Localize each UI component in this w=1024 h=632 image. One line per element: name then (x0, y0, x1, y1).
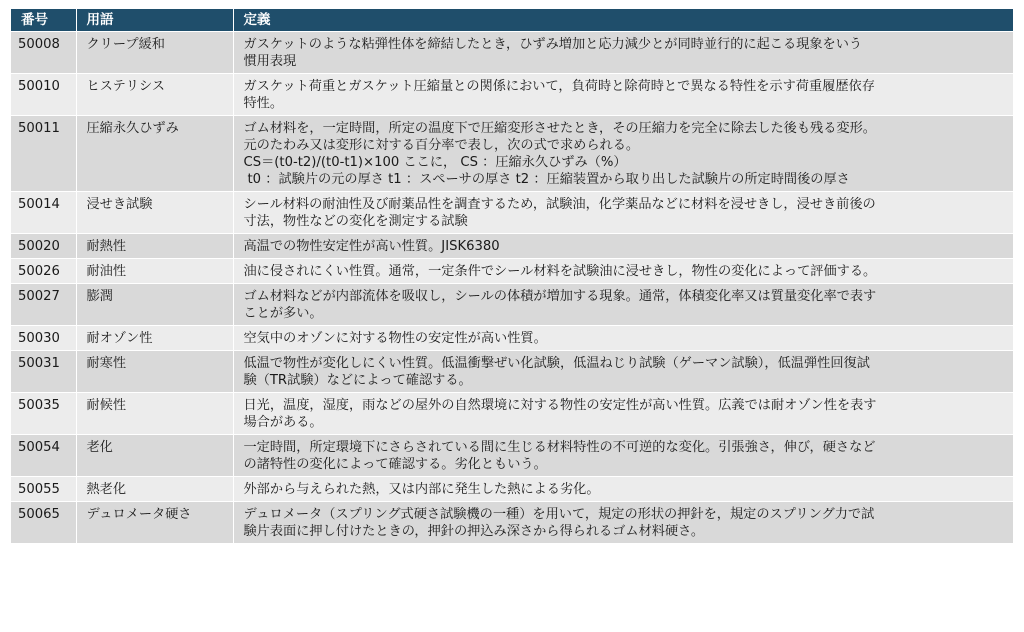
table-row (11, 502, 1013, 544)
definition-line: ガスケットのような粘弾性体を締結したとき，ひずみ増加と応力減少とが同時並行的に起こる現象をいう (243, 37, 863, 52)
table-row (11, 477, 1013, 502)
table-row (11, 284, 1013, 326)
term-definition (233, 326, 1013, 351)
term-name: 耐熱性 (76, 234, 233, 259)
term-name: 耐油性 (76, 259, 233, 284)
definition-line: 日光，温度，湿度，雨などの屋外の自然環境に対する物性の安定性が高い性質。広義では耐オゾン性を表す (243, 398, 877, 413)
definition-line: ゴム材料などが内部流体を吸収し，シールの体積が増加する現象。通常，体積変化率又は質量変化率で表す (243, 289, 877, 304)
term-name: 浸せき試験 (76, 192, 233, 234)
table-row (11, 192, 1013, 234)
term-name: 耐オゾン性 (76, 326, 233, 351)
definition-line: ガスケット荷重とガスケット圧縮量との関係において，負荷時と除荷時とで異なる特性を示す荷重履歴依存 (243, 79, 875, 94)
definition-line: 一定時間，所定環境下にさらされている間に生じる材料特性の不可逆的な変化。引張強さ，伸び，硬さなど (243, 440, 876, 455)
definition-line: ゴム材料を，一定時間，所定の温度下で圧縮変形させたとき，その圧縮力を完全に除去した後も残る変形。 (243, 121, 876, 136)
term-definition (233, 32, 1013, 74)
term-name: 老化 (76, 435, 233, 477)
term-definition (233, 284, 1013, 326)
term-number: 50054 (11, 435, 76, 477)
definition-line: CS＝(t0-t2)/(t0-t1)×100 ここに， CS ：圧縮永久ひずみ（%） (243, 155, 627, 170)
definition-line: 験（TR試験）などによって確認する。 (243, 373, 472, 388)
definition-line: 元のたわみ又は変形に対する百分率で表し，次の式で求められる。 (243, 138, 640, 153)
definition-line: 油に侵されにくい性質。通常，一定条件でシール材料を試験油に浸せきし，物性の変化によって評価する。 (243, 264, 877, 279)
definition-line: 外部から与えられた熱，又は内部に発生した熱による劣化。 (243, 482, 600, 497)
table-row (11, 234, 1013, 259)
definition-line: デュロメータ（スプリング式硬さ試験機の一種）を用いて，規定の形状の押針を，規定のスプリング力で試 (243, 507, 875, 522)
header-term: 用語 (76, 9, 233, 32)
table-body (11, 32, 1013, 544)
table-row (11, 259, 1013, 284)
term-name: 圧縮永久ひずみ (76, 116, 233, 192)
term-definition (233, 502, 1013, 544)
term-number: 50011 (11, 116, 76, 192)
table-row (11, 326, 1013, 351)
term-name: デュロメータ硬さ (76, 502, 233, 544)
header-number: 番号 (11, 9, 76, 32)
term-number: 50065 (11, 502, 76, 544)
term-number: 50014 (11, 192, 76, 234)
definition-line: の諸特性の変化によって確認する。劣化ともいう。 (243, 457, 547, 472)
table-row (11, 351, 1013, 393)
term-number: 50055 (11, 477, 76, 502)
term-number: 50027 (11, 284, 76, 326)
term-number: 50020 (11, 234, 76, 259)
term-definition (233, 435, 1013, 477)
glossary-table (11, 9, 1013, 544)
definition-line: 特性。 (243, 96, 284, 111)
table-header (11, 9, 1013, 32)
header-definition: 定義 (233, 9, 1013, 32)
definition-line: 低温で物性が変化しにくい性質。低温衝撃ぜい化試験，低温ねじり試験（ゲーマン試験），低温弾性回復試 (243, 356, 870, 371)
table-row (11, 116, 1013, 192)
term-name: ヒステリシス (76, 74, 233, 116)
term-definition (233, 234, 1013, 259)
term-number: 50008 (11, 32, 76, 74)
term-number: 50031 (11, 351, 76, 393)
term-definition (233, 116, 1013, 192)
header-row (11, 9, 1013, 32)
term-definition (233, 393, 1013, 435)
term-number: 50010 (11, 74, 76, 116)
term-definition (233, 192, 1013, 234)
term-definition (233, 477, 1013, 502)
term-definition (233, 259, 1013, 284)
term-number: 50035 (11, 393, 76, 435)
term-name: 耐候性 (76, 393, 233, 435)
table-row (11, 393, 1013, 435)
term-number: 50026 (11, 259, 76, 284)
table-row (11, 32, 1013, 74)
glossary-container (11, 9, 1013, 544)
definition-line: 慣用表現 (243, 54, 297, 69)
definition-line: 高温での物性安定性が高い性質。JISK6380 (243, 239, 500, 254)
table-row (11, 74, 1013, 116)
definition-line: t0 ：試験片の元の厚さ t1 ：スペーサの厚さ t2 ：圧縮装置から取り出した試験片の所定時間後の厚さ (247, 172, 850, 187)
term-number: 50030 (11, 326, 76, 351)
term-name: 熱老化 (76, 477, 233, 502)
term-name: 膨潤 (76, 284, 233, 326)
definition-line: 寸法，物性などの変化を測定する試験 (243, 214, 468, 229)
term-definition (233, 74, 1013, 116)
term-definition (233, 351, 1013, 393)
definition-line: 場合がある。 (243, 415, 323, 430)
table-row (11, 435, 1013, 477)
term-name: 耐寒性 (76, 351, 233, 393)
definition-line: 験片表面に押し付けたときの，押針の押込み深さから得られるゴム材料硬さ。 (243, 524, 705, 539)
definition-line: シール材料の耐油性及び耐薬品性を調査するため，試験油，化学薬品などに材料を浸せきし，浸せき前後の (243, 197, 876, 212)
definition-line: 空気中のオゾンに対する物性の安定性が高い性質。 (243, 331, 547, 346)
term-name: クリープ緩和 (76, 32, 233, 74)
definition-line: ことが多い。 (243, 306, 323, 321)
